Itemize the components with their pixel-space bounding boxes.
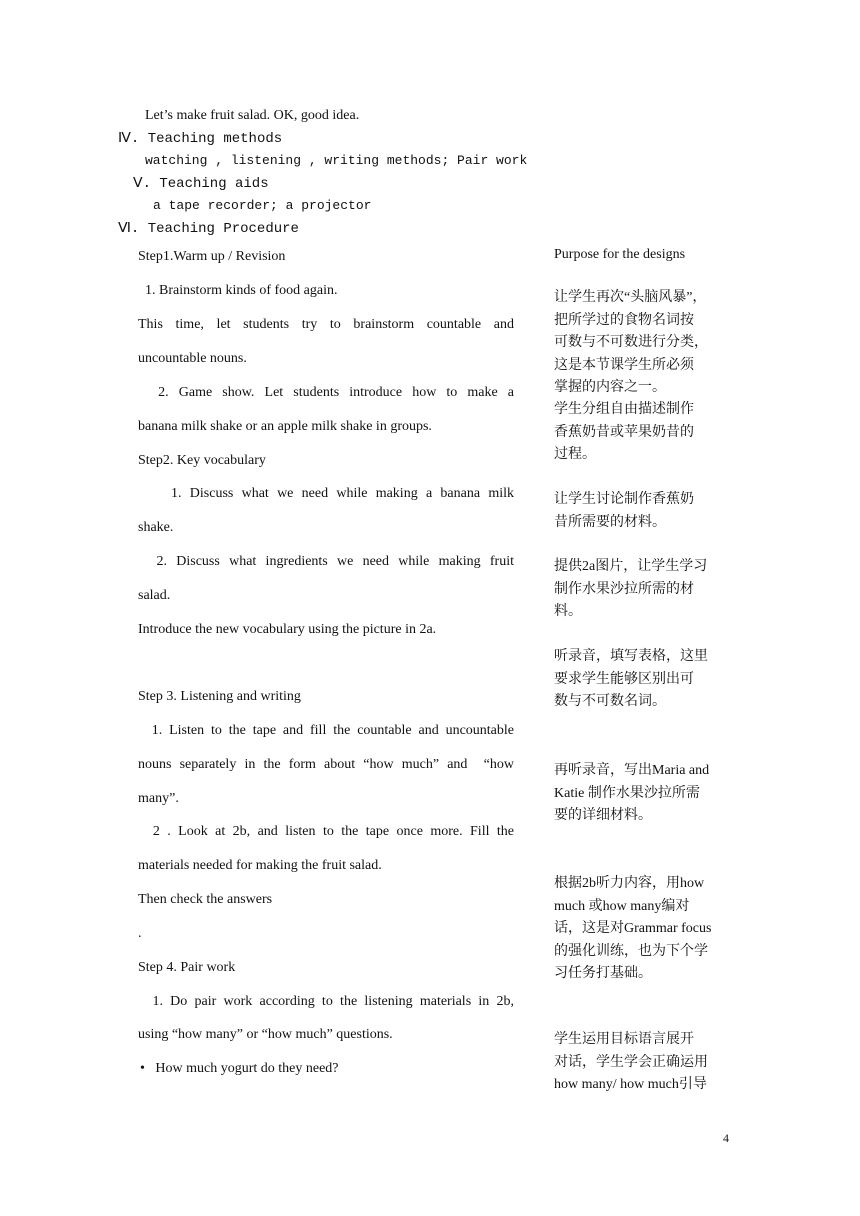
purpose-line: 制作水果沙拉所需的材: [554, 581, 694, 597]
step1-item1: 1. Brainstorm kinds of food again.: [138, 283, 338, 298]
step3-item1-a: 1. Listen to the tape and fill the countable and uncountable: [138, 723, 514, 738]
purpose-block-5: [554, 646, 708, 714]
purpose-block-6: [554, 760, 709, 828]
purpose-line: Katie 制作水果沙拉所需: [554, 785, 700, 801]
purpose-line: 听录音，填写表格，这里: [554, 649, 708, 664]
purpose-line: 数与不可数名词。: [554, 694, 666, 709]
purpose-line: how many/ how much引导: [554, 1077, 707, 1092]
purpose-line: 提供2a图片，让学生学习: [554, 559, 708, 574]
aids-text: a tape recorder; a projector: [153, 198, 372, 213]
purpose-line: 可数与不可数进行分类，: [554, 335, 708, 350]
aids-heading: Ⅴ. Teaching aids: [133, 176, 269, 192]
methods-heading: Ⅳ. Teaching methods: [118, 131, 283, 147]
step3-item1-c: many”.: [138, 791, 179, 806]
step2-item1-b: shake.: [138, 520, 174, 535]
purpose-block-4: [554, 556, 707, 624]
purpose-line: 要的详细材料。: [554, 808, 652, 823]
purpose-line: 再听录音，写出Maria and: [554, 763, 710, 778]
purpose-line: 学生运用目标语言展开: [554, 1032, 694, 1047]
step1-item1-detail-b: uncountable nouns.: [138, 351, 247, 366]
step4-item1-a: 1. Do pair work according to the listening materials in 2b,: [138, 994, 514, 1009]
purpose-line: 学生分组自由描述制作: [554, 402, 694, 417]
purpose-line: 习任务打基础。: [554, 966, 652, 981]
step4-heading: Step 4. Pair work: [138, 960, 236, 975]
methods-text: watching , listening , writing methods; Pair work: [145, 153, 528, 168]
purpose-line: 根据2b听力内容，用how: [554, 876, 705, 891]
purpose-line: 的强化训练，也为下个学: [554, 943, 708, 959]
purpose-block-1: [554, 287, 708, 400]
purpose-block-8: [554, 1029, 708, 1097]
step2-item2-b: salad.: [138, 588, 171, 603]
purpose-line: 要求学生能够区别出可: [554, 671, 694, 687]
purpose-line: 让学生再次“头脑风暴”，: [554, 290, 707, 305]
step2-item2-a: 2. Discuss what ingredients we need while making fruit: [138, 554, 514, 569]
step1-heading: Step1.Warm up / Revision: [138, 249, 286, 264]
step3-item2-b: materials needed for making the fruit salad.: [138, 858, 382, 873]
step4-item1-b: using “how many” or “how much” questions.: [138, 1027, 393, 1042]
purpose-block-2: [554, 399, 694, 467]
purpose-line: 话，这是对Grammar focus: [554, 921, 712, 936]
step3-item2-a: 2 . Look at 2b, and listen to the tape once more. Fill the: [138, 824, 514, 839]
purpose-line: 让学生讨论制作香蕉奶: [554, 492, 694, 507]
step1-item2-b: banana milk shake or an apple milk shake in groups.: [138, 419, 432, 434]
purpose-line: 这是本节课学生所必须: [554, 357, 694, 373]
step3-check: Then check the answers: [138, 892, 273, 907]
purpose-line: 对话，学生学会正确运用: [554, 1054, 708, 1070]
purpose-heading: Purpose for the designs: [554, 247, 686, 262]
step1-item1-detail-a: This time, let students try to brainstorm countable and: [138, 317, 514, 332]
purpose-block-7: [554, 873, 711, 986]
page-number: 4: [723, 1131, 729, 1145]
purpose-line: 掌握的内容之一。: [554, 380, 666, 395]
step2-intro: Introduce the new vocabulary using the picture in 2a.: [138, 622, 437, 637]
purpose-block-3: [554, 489, 694, 534]
purpose-line: 过程。: [554, 447, 596, 462]
step3-item1-b: nouns separately in the form about “how much” and “how: [138, 757, 514, 772]
purpose-line: much 或how many编对: [554, 898, 690, 914]
purpose-line: 昔所需要的材料。: [554, 514, 666, 530]
purpose-line: 把所学过的食物名词按: [554, 312, 694, 328]
purpose-line: 料。: [554, 604, 582, 619]
step4-bullet-question: • How much yogurt do they need?: [140, 1061, 339, 1076]
purpose-line: 香蕉奶昔或苹果奶昔的: [554, 424, 694, 440]
step3-period: .: [138, 926, 142, 941]
procedure-heading: Ⅵ. Teaching Procedure: [118, 221, 299, 237]
intro-line: Let’s make fruit salad. OK, good idea.: [145, 108, 360, 123]
step1-item2-a: 2. Game show. Let students introduce how to make a: [138, 385, 514, 400]
step2-heading: Step2. Key vocabulary: [138, 453, 266, 468]
step3-heading: Step 3. Listening and writing: [138, 689, 301, 704]
step2-item1-a: 1. Discuss what we need while making a banana milk: [138, 486, 514, 501]
